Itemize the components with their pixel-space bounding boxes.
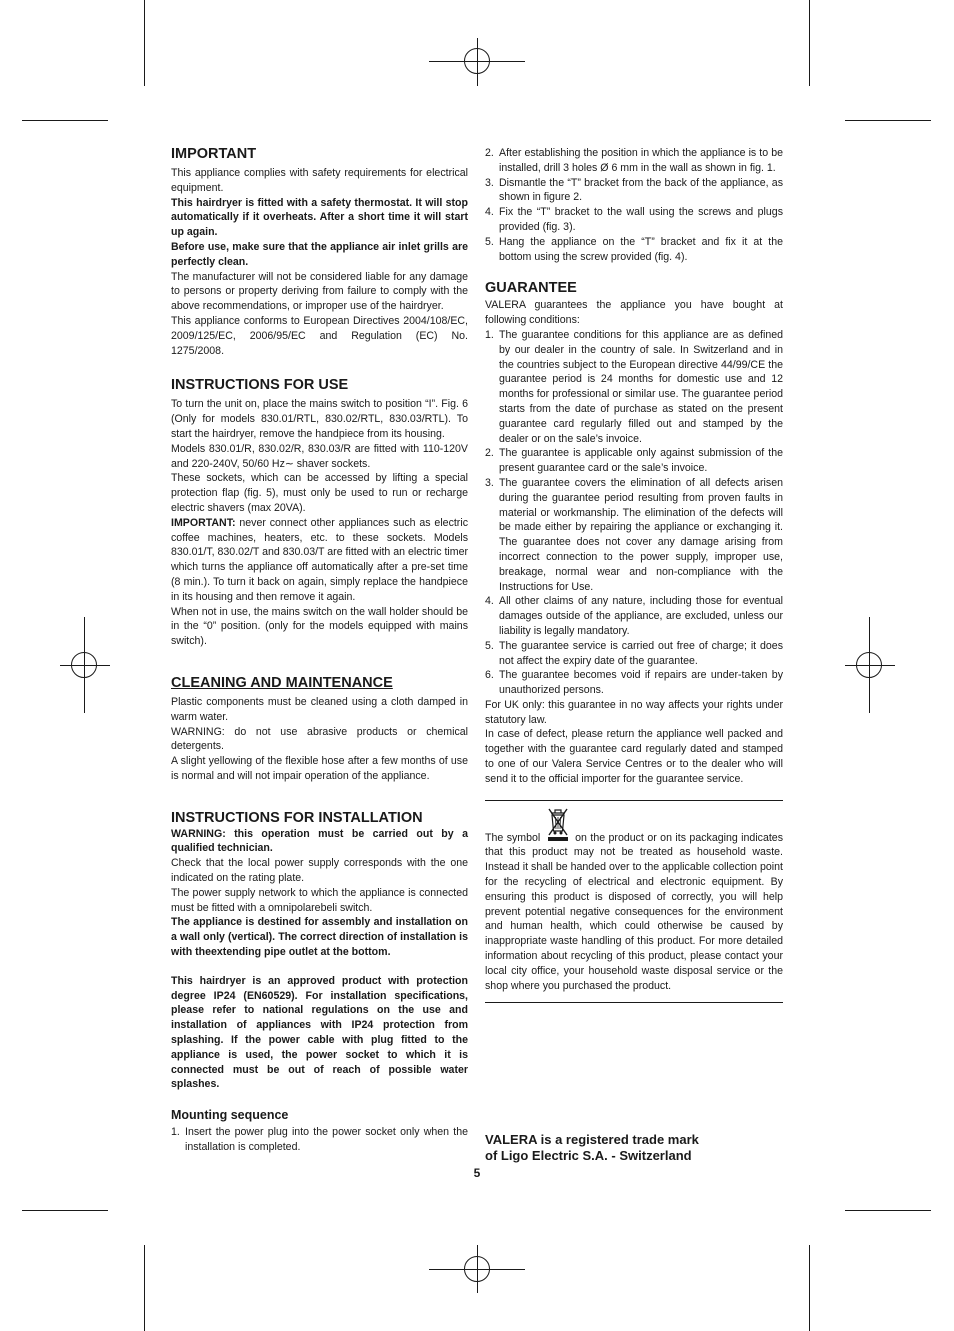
list-text: Hang the appliance on the “T” bracket and fix it at the bottom using the screw provided (fig. 4). (499, 235, 783, 263)
weee-text-start: The symbol (485, 831, 544, 844)
cleaning-text: A slight yellowing of the flexible hose after a few months of use is normal and will not impair operation of the appliance. (171, 755, 468, 782)
installation-heading: INSTRUCTIONS FOR INSTALLATION (171, 809, 423, 826)
instructions-use-text: These sockets, which can be accessed by lifting a special protection flap (fig. 5), must only be used to run or recharge electric shavers (max 20VA). (171, 472, 468, 514)
important-text: This appliance complies with safety requirements for electrical equipment. (171, 167, 468, 194)
crop-mark (22, 1210, 108, 1211)
trademark-notice (485, 1132, 699, 1164)
list-item (485, 176, 783, 206)
guarantee-intro: VALERA guarantees the appliance you have bought at following conditions: (485, 299, 783, 327)
list-number: 6. (485, 669, 494, 682)
crop-mark (144, 0, 145, 86)
left-column (171, 146, 468, 1155)
important-text: The manufacturer will not be considered liable for any damage to persons or property deriving from failure to comply with the above recommendations, or improper use of the hairdryer. (171, 270, 468, 313)
instructions-use-text (171, 516, 468, 605)
list-number: 4. (485, 206, 494, 219)
list-text: The guarantee service is carried out free of charge; it does not affect the expiry date of the guarantee. (499, 639, 783, 667)
list-text: The guarantee covers the elimination of all defects arisen during the guarantee period resulting from proven faults in material or workmanship. The elimination of the defects will be made either by repairing the appliance or exchanging it. The guarantee does not cover any damage arising from incorrect connection to the power supply, improper use, breakage, normal wear and non-compliance with the Instructions for Use. (499, 476, 783, 593)
list-number: 5. (485, 235, 494, 248)
mounting-steps-continued (485, 146, 783, 264)
important-label: IMPORTANT: (171, 516, 236, 529)
installation-text: The power supply network to which the appliance is connected must be fitted with a omnipolarebeli switch. (171, 886, 468, 914)
list-number: 4. (485, 595, 494, 608)
list-number: 1. (485, 328, 494, 341)
registration-circle (464, 1256, 490, 1282)
list-item (171, 1125, 468, 1155)
divider (485, 1002, 783, 1003)
guarantee-conditions (485, 328, 783, 698)
important-heading: IMPORTANT (171, 146, 257, 162)
list-number: 2. (485, 447, 494, 460)
divider (485, 800, 783, 801)
list-text: Dismantle the “T” bracket from the back of the appliance, as shown in figure 2. (499, 176, 783, 204)
list-item (485, 328, 783, 446)
list-text: The guarantee becomes void if repairs are under-taken by unauthorized persons. (499, 669, 783, 697)
registration-circle (464, 48, 490, 74)
list-item (485, 476, 783, 594)
guarantee-uk: For UK only: this guarantee in no way affects your rights under statutory law. (485, 698, 783, 726)
list-item (485, 235, 783, 265)
registration-circle (856, 652, 882, 678)
weee-text (485, 807, 783, 994)
list-number: 3. (485, 476, 494, 489)
mounting-steps (171, 1125, 468, 1155)
list-item (485, 446, 783, 476)
important-text: This hairdryer is fitted with a safety thermostat. It will stop automatically if it overheats. After a short time it will start up again. (171, 196, 468, 239)
installation-text: This hairdryer is an approved product with protection degree IP24 (EN60529). For installation specifications, please refer to national regulations on the use and installation of appliances with IP24 protection from splashing. If the power cable with plug fitted to the appliance is used, the power socket to which it is connected must be out of reach of possible water splashes. (171, 974, 468, 1091)
trademark-line: of Ligo Electric S.A. - Switzerland (485, 1148, 692, 1163)
instructions-use-text: When not in use, the mains switch on the wall holder should be in the “0” position. (only for the models equipped with mains switch). (171, 605, 468, 648)
guarantee-defect: In case of defect, please return the appliance well packed and together with the guarantee card regularly dated and stamped to one of our Valera Service Centres or to the dealer who will send it to the official importer for the guarantee service. (485, 728, 783, 785)
list-text: The guarantee conditions for this appliance are as defined by our dealer in the country of sale. In Switzerland and in the countries subject to the European directive 44/99/CE the guarantee period is 24 months for domestic use and 12 months for professional or similar use. The guarantee period starts from the date of purchase as stated on the present guarantee card regularly filled out and stamped by the dealer or on the sale’s invoice. (499, 328, 783, 445)
instructions-use-text-tail: never connect other appliances such as electric coffee machines, heaters, etc. to these sockets. Models 830.01/T, 830.02/T and 830.03/T are fitted with an electric timer which turns the appliance off automatically after a pre-set time (8 min.). To turn it back on again, simply replace the handpiece in its housing and then remove it again. (171, 516, 468, 603)
list-item (485, 639, 783, 669)
guarantee-heading: GUARANTEE (485, 280, 577, 297)
cleaning-text: Plastic components must be cleaned using a cloth damped in warm water. (171, 695, 468, 723)
crop-mark (845, 120, 931, 121)
instructions-use-text: To turn the unit on, place the mains switch to position “I”. Fig. 6 (Only for models 830.01/RTL, 830.02/RTL, 830.03/RTL). To start the hairdryer, remove the handpiece from its housing. (171, 398, 468, 440)
page-number: 5 (473, 1166, 481, 1180)
list-number: 1. (171, 1126, 180, 1139)
list-number: 3. (485, 176, 494, 189)
list-item (485, 668, 783, 698)
list-item (485, 594, 783, 638)
list-text: After establishing the position in which the appliance is to be installed, drill 3 holes Ø 6 mm in the wall as shown in fig. 1. (499, 147, 783, 174)
trademark-line: VALERA is a registered trade mark (485, 1132, 699, 1147)
list-item (485, 205, 783, 235)
cleaning-heading: CLEANING AND MAINTENANCE (171, 674, 393, 691)
instructions-use-heading: INSTRUCTIONS FOR USE (171, 377, 349, 394)
installation-text: WARNING: this operation must be carried out by a qualified technician. (171, 827, 468, 855)
list-number: 5. (485, 639, 494, 652)
instructions-use-text: Models 830.01/R, 830.02/R, 830.03/R are fitted with 110-120V and 220-240V, 50/60 Hz∼ shaver sockets. (171, 442, 468, 470)
important-text: This appliance conforms to European Directives 2004/108/EC, 2009/125/EC, 2006/95/EC and Regulation (EC) No. 1275/2008. (171, 314, 468, 357)
important-text: Before use, make sure that the appliance air inlet grills are perfectly clean. (171, 240, 468, 268)
crop-mark (809, 0, 810, 86)
registration-circle (71, 652, 97, 678)
list-text: The guarantee is applicable only against submission of the present guarantee card or the sale’s invoice. (499, 447, 783, 475)
crop-mark (22, 120, 108, 121)
crop-mark (845, 1210, 931, 1211)
weee-text-end: on the product or on its packaging indicates that this product may not be treated as household waste. Instead it shall be handed over to the applicable collection point for the recycling of electrical and electronic equipment. By ensuring this product is disposed of correctly, you will help prevent potential negative consequences for the environment and human health, which could otherwise be caused by inappropriate waste handling of this product. For more detailed information about recycling of this product, please contact your local city office, your household waste disposal service or the shop where you purchased the product. (485, 831, 783, 992)
list-number: 2. (485, 147, 494, 159)
crossed-bin-icon (546, 807, 570, 846)
crop-mark (809, 1245, 810, 1331)
list-text: Fix the “T” bracket to the wall using the screws and plugs provided (fig. 3). (499, 206, 783, 233)
list-text: Insert the power plug into the power socket only when the installation is completed. (185, 1126, 468, 1154)
installation-text: Check that the local power supply corresponds with the one indicated on the rating plate. (171, 857, 468, 885)
list-text: All other claims of any nature, including those for eventual damages outside of the appliance, are excluded, unless our liability is legally mandatory. (499, 595, 783, 637)
installation-text: The appliance is destined for assembly and installation on a wall only (vertical). The correct direction of installation is with theextending pipe outlet at the bottom. (171, 916, 468, 959)
crop-mark (144, 1245, 145, 1331)
list-item (485, 146, 783, 176)
right-column (485, 146, 783, 1003)
mounting-heading: Mounting sequence (171, 1108, 289, 1123)
cleaning-text: WARNING: do not use abrasive products or chemical detergents. (171, 725, 468, 753)
